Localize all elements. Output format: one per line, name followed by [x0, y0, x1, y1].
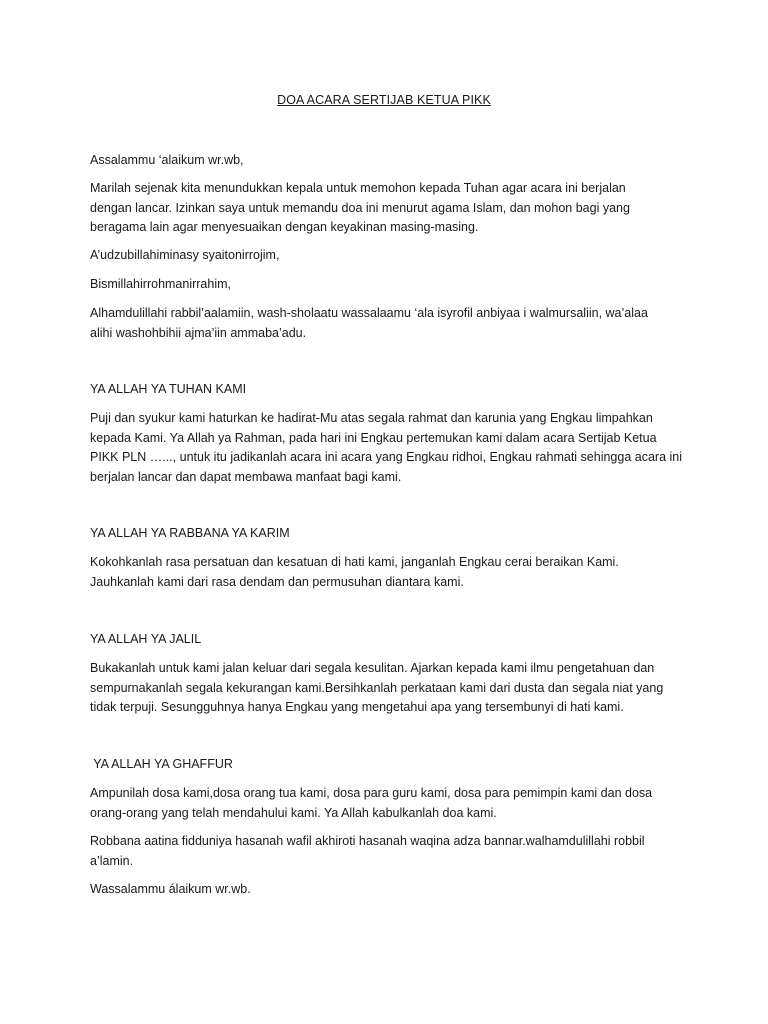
taawudz-line: A’udzubillahiminasy syaitonirrojim,	[90, 248, 280, 262]
section-heading-rabbana-ya-karim: YA ALLAH YA RABBANA YA KARIM	[90, 526, 290, 540]
closing-greeting: Wassalammu álaikum wr.wb.	[90, 882, 251, 896]
section-body-line: PIKK PLN …..., untuk itu jadikanlah acara ini acara yang Engkau ridhoi, Engkau rahmati sehingga acara ini	[90, 450, 683, 464]
section-heading-ghaffur: YA ALLAH YA GHAFFUR	[90, 757, 233, 771]
section-body-tuhan-kami	[90, 409, 690, 487]
section-body-rabbana-ya-karim	[90, 553, 690, 592]
section-heading-jalil: YA ALLAH YA JALIL	[90, 632, 202, 646]
section-body-line: orang-orang yang telah mendahului kami. Ya Allah kabulkanlah doa kami.	[90, 805, 497, 820]
section-body-line: Ampunilah dosa kami,dosa orang tua kami, dosa para guru kami, dosa para pemimpin kami dan dosa	[90, 786, 653, 800]
section-body-line: berjalan lancar dan dapat membawa manfaat bagi kami.	[90, 469, 402, 484]
section-body-line: tidak terpuji. Sesungguhnya hanya Engkau yang mengetahui apa yang tersembunyi di hati kami.	[90, 700, 624, 714]
hamdalah-paragraph	[90, 304, 690, 343]
section-body-line: kepada Kami. Ya Allah ya Rahman, pada hari ini Engkau pertemukan kami dalam acara Sertijab Ketua	[90, 430, 657, 445]
document-title: DOA ACARA SERTIJAB KETUA PIKK	[277, 93, 491, 107]
hamdalah-line: Alhamdulillahi rabbil’aalamiin, wash-sholaatu wassalaamu ‘ala isyrofil anbiyaa i walmursaliin, wa’alaa	[90, 306, 648, 320]
section-heading-tuhan-kami: YA ALLAH YA TUHAN KAMI	[90, 382, 247, 396]
section-body-line: Puji dan syukur kami haturkan ke hadirat-Mu atas segala rahmat dan karunia yang Engkau limpahkan	[90, 411, 653, 425]
closing-prayer-line: a’lamin.	[90, 853, 134, 868]
intro-line: dengan lancar. Izinkan saya untuk memandu doa ini menurut agama Islam, dan mohon bagi yang	[90, 200, 630, 215]
basmalah-line: Bismillahirrohmanirrahim,	[90, 277, 232, 291]
closing-prayer-line: Robbana aatina fidduniya hasanah wafil akhiroti hasanah waqina adza bannar.walhamdulillahi robbil	[90, 834, 645, 848]
section-body-ghaffur	[90, 784, 690, 823]
intro-line: beragama lain agar menyesuaikan dengan keyakinan masing-masing.	[90, 220, 479, 234]
section-body-line: Bukakanlah untuk kami jalan keluar dari segala kesulitan. Ajarkan kepada kami ilmu pengetahuan dan	[90, 661, 655, 675]
hamdalah-line: alihi washohbihii ajma’iin ammaba’adu.	[90, 325, 307, 340]
closing-prayer	[90, 832, 690, 871]
greeting: Assalammu ‘alaikum wr.wb,	[90, 153, 244, 167]
section-body-line: Jauhkanlah kami dari rasa dendam dan permusuhan diantara kami.	[90, 574, 464, 589]
section-body-line: Kokohkanlah rasa persatuan dan kesatuan di hati kami, janganlah Engkau cerai beraikan Kami.	[90, 555, 619, 569]
section-body-jalil	[90, 659, 690, 718]
intro-line: Marilah sejenak kita menundukkan kepala untuk memohon kepada Tuhan agar acara ini berjalan	[90, 181, 626, 195]
section-body-line: sempurnakanlah segala kekurangan kami.Bersihkanlah perkataan kami dari dusta dan segala niat yang	[90, 680, 664, 695]
intro-paragraph	[90, 179, 690, 238]
